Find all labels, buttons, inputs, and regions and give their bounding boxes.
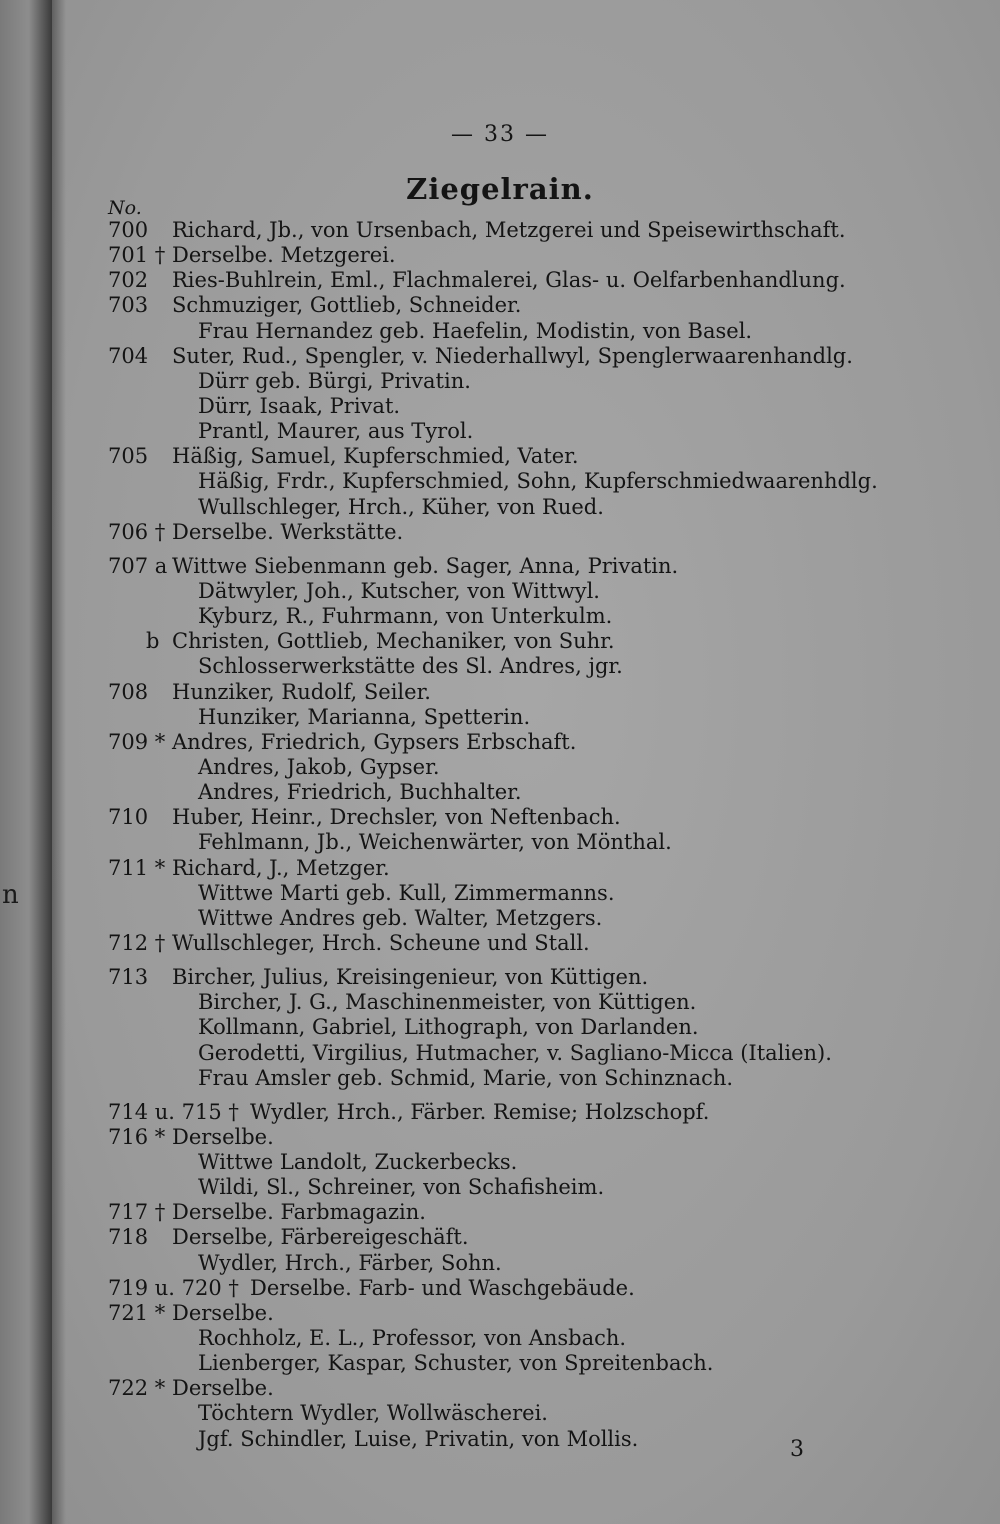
resident-entry: Huber, Heinr., Drechsler, von Neftenbach.: [172, 805, 621, 830]
house-number: 716 *: [108, 1124, 166, 1149]
list-item: [108, 1066, 888, 1091]
resident-entry: Richard, Jb., von Ursenbach, Metzgerei und Speisewirthschaft.: [172, 218, 846, 242]
house-number: 721 *: [108, 1300, 166, 1325]
resident-entry: Wittwe Andres geb. Walter, Metzgers.: [198, 905, 603, 930]
list-item: [108, 1200, 888, 1225]
list-item: [108, 705, 888, 730]
list-item: [108, 1125, 888, 1150]
list-item: [108, 1100, 888, 1125]
house-number: b: [146, 629, 160, 654]
list-item: [108, 268, 888, 293]
house-number: 722 *: [108, 1376, 166, 1401]
number-column-label: No.: [108, 197, 142, 219]
address-list: [108, 218, 888, 1452]
list-item: [108, 931, 888, 956]
resident-entry: Derselbe.: [172, 1300, 274, 1325]
resident-entry: Rochholz, E. L., Professor, von Ansbach.: [198, 1326, 627, 1351]
resident-entry: Frau Hernandez geb. Haefelin, Modistin, von Basel.: [198, 318, 753, 343]
list-item: [108, 680, 888, 705]
resident-entry: Wullschleger, Hrch. Scheune und Stall.: [172, 930, 590, 955]
list-item: [108, 1301, 888, 1326]
house-number: 705: [108, 444, 149, 469]
list-item: [108, 1041, 888, 1066]
list-item: [108, 856, 888, 881]
previous-page-edge: [0, 0, 52, 1524]
list-item: [108, 1276, 888, 1301]
resident-entry: Wittwe Marti geb. Kull, Zimmermanns.: [198, 880, 615, 905]
list-item: [108, 1427, 888, 1452]
resident-entry: Dürr geb. Bürgi, Privatin.: [198, 368, 471, 393]
resident-entry: Derselbe.: [172, 1376, 274, 1401]
list-item: [108, 965, 888, 990]
list-item: [108, 780, 888, 805]
house-number: 713: [108, 965, 149, 990]
list-item: [108, 344, 888, 369]
resident-entry: Derselbe.: [172, 1124, 274, 1149]
house-number: 707 a: [108, 553, 168, 578]
house-number: 704: [108, 343, 149, 368]
list-item: [108, 1015, 888, 1040]
resident-entry: Prantl, Maurer, aus Tyrol.: [198, 419, 474, 444]
resident-entry: Bircher, Julius, Kreisingenieur, von Küttigen.: [172, 965, 649, 990]
resident-entry: Schmuziger, Gottlieb, Schneider.: [172, 293, 522, 318]
resident-entry: Derselbe. Farbmagazin.: [172, 1200, 426, 1225]
list-item: [108, 293, 888, 318]
list-item: [108, 1326, 888, 1351]
list-item: [108, 1150, 888, 1175]
resident-entry: Derselbe, Färbereigeschäft.: [172, 1225, 469, 1250]
resident-entry: Ries-Buhlrein, Eml., Flachmalerei, Glas- u. Oelfarbenhandlung.: [172, 268, 846, 293]
list-item: [108, 1376, 888, 1401]
house-number: 719 u. 720 †: [108, 1275, 239, 1300]
list-item: [108, 1251, 888, 1276]
list-item: [108, 881, 888, 906]
resident-entry: Fehlmann, Jb., Weichenwärter, von Mönthal.: [198, 830, 672, 855]
house-number: 710: [108, 805, 149, 830]
list-item: [108, 990, 888, 1015]
resident-entry: Wydler, Hrch., Färber. Remise; Holzschopf.: [250, 1099, 710, 1124]
resident-entry: Wullschleger, Hrch., Küher, von Rued.: [198, 494, 604, 519]
list-item: [108, 520, 888, 545]
list-item: [108, 218, 888, 243]
house-number: 714 u. 715 †: [108, 1099, 239, 1124]
house-number: 708: [108, 679, 149, 704]
house-number: 711 *: [108, 855, 166, 880]
resident-entry: Häßig, Samuel, Kupferschmied, Vater.: [172, 444, 579, 469]
list-item: [108, 369, 888, 394]
resident-entry: Frau Amsler geb. Schmid, Marie, von Schinznach.: [198, 1065, 734, 1090]
house-number: 718: [108, 1225, 149, 1250]
resident-entry: Hunziker, Marianna, Spetterin.: [198, 704, 531, 729]
list-item: [108, 1225, 888, 1250]
signature-mark: 3: [790, 1437, 804, 1462]
resident-entry: Töchtern Wydler, Wollwäscherei.: [198, 1401, 548, 1426]
resident-entry: Dätwyler, Joh., Kutscher, von Wittwyl.: [198, 578, 600, 603]
resident-entry: Kollmann, Gabriel, Lithograph, von Darlanden.: [198, 1015, 699, 1040]
list-item: [108, 394, 888, 419]
list-item: [108, 579, 888, 604]
list-item: [108, 1351, 888, 1376]
house-number: 717 †: [108, 1200, 166, 1225]
resident-entry: Häßig, Frdr., Kupferschmied, Sohn, Kupferschmiedwaarenhdlg.: [198, 469, 878, 494]
list-item: [108, 1175, 888, 1200]
resident-entry: Derselbe. Farb- und Waschgebäude.: [250, 1275, 635, 1300]
resident-entry: Andres, Friedrich, Buchhalter.: [198, 780, 522, 805]
street-heading: Ziegelrain.: [406, 172, 594, 206]
resident-entry: Derselbe. Metzgerei.: [172, 243, 396, 268]
list-item: [108, 495, 888, 520]
list-item: [108, 730, 888, 755]
resident-entry: Dürr, Isaak, Privat.: [198, 393, 401, 418]
house-number: 703: [108, 293, 149, 318]
resident-entry: Jgf. Schindler, Luise, Privatin, von Mollis.: [198, 1426, 639, 1451]
list-item: [108, 604, 888, 629]
list-item: [108, 469, 888, 494]
list-item: [108, 906, 888, 931]
list-item: [108, 755, 888, 780]
resident-entry: Bircher, J. G., Maschinenmeister, von Küttigen.: [198, 990, 697, 1015]
list-item: [108, 419, 888, 444]
list-item: [108, 554, 888, 579]
resident-entry: Richard, J., Metzger.: [172, 855, 390, 880]
resident-entry: Wittwe Siebenmann geb. Sager, Anna, Privatin.: [172, 553, 679, 578]
list-item: [108, 444, 888, 469]
house-number: 709 *: [108, 729, 166, 754]
resident-entry: Derselbe. Werkstätte.: [172, 519, 404, 544]
resident-entry: Kyburz, R., Fuhrmann, von Unterkulm.: [198, 604, 613, 629]
list-item: [108, 629, 888, 654]
resident-entry: Wildi, Sl., Schreiner, von Schafisheim.: [198, 1175, 605, 1200]
resident-entry: Wydler, Hrch., Färber, Sohn.: [198, 1250, 502, 1275]
list-item: [108, 319, 888, 344]
house-number: 701 †: [108, 243, 166, 268]
house-number: 706 †: [108, 519, 166, 544]
resident-entry: Hunziker, Rudolf, Seiler.: [172, 679, 431, 704]
resident-entry: Lienberger, Kaspar, Schuster, von Spreitenbach.: [198, 1351, 714, 1376]
page-number: — 33 —: [451, 122, 549, 147]
resident-entry: Andres, Jakob, Gypser.: [198, 754, 440, 779]
resident-entry: Suter, Rud., Spengler, v. Niederhallwyl, Spenglerwaarenhandlg.: [172, 343, 853, 368]
list-item: [108, 1401, 888, 1426]
resident-entry: Andres, Friedrich, Gypsers Erbschaft.: [172, 729, 577, 754]
previous-page-fragment: n: [2, 880, 19, 910]
resident-entry: Gerodetti, Virgilius, Hutmacher, v. Sagliano-Micca (Italien).: [198, 1040, 832, 1065]
gutter-shadow: [52, 0, 66, 1524]
resident-entry: Christen, Gottlieb, Mechaniker, von Suhr.: [172, 629, 615, 654]
house-number: 712 †: [108, 930, 166, 955]
house-number: 700: [108, 218, 149, 242]
list-item: [108, 654, 888, 679]
list-item: [108, 830, 888, 855]
resident-entry: Wittwe Landolt, Zuckerbecks.: [198, 1150, 518, 1175]
list-item: [108, 243, 888, 268]
resident-entry: Schlosserwerkstätte des Sl. Andres, jgr.: [198, 654, 623, 679]
list-item: [108, 805, 888, 830]
house-number: 702: [108, 268, 149, 293]
